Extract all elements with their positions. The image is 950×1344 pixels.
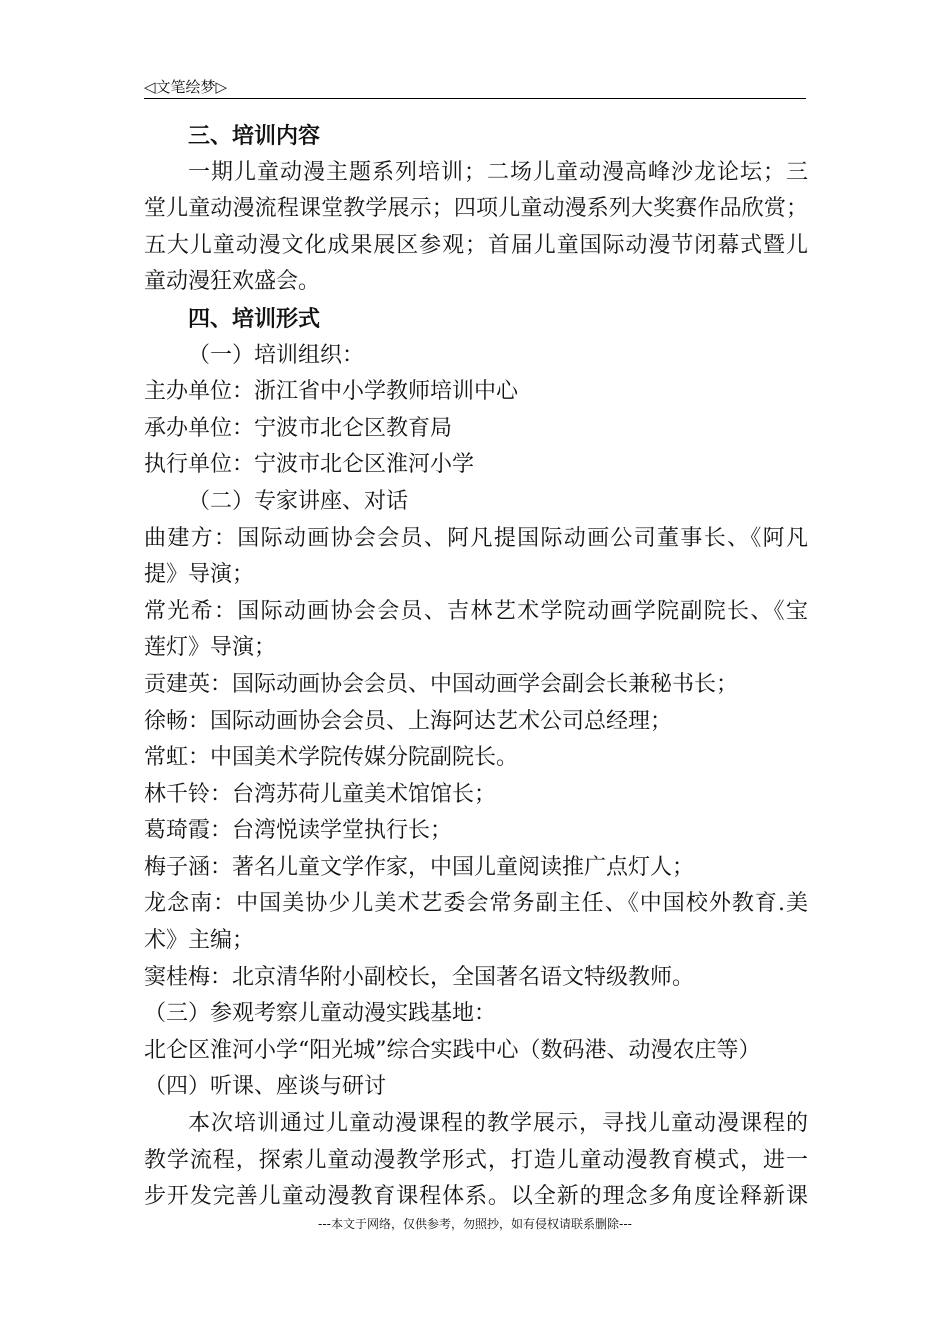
expert-line: 常光希：国际动画协会会员、吉林艺术学院动画学院副院长、《宝 [144,598,808,624]
expert-line: 林千铃：台湾苏荷儿童美术馆馆长； [144,781,497,807]
section-3-heading: 三、培训内容 [188,123,321,149]
document-body [144,118,808,1216]
page-footer: ---本文于网络，仅供参考，勿照抄，如有侵权请联系删除--- [318,1217,632,1231]
expert-line: 术》主编； [144,928,255,954]
paragraph-line: 一期儿童动漫主题系列培训；二场儿童动漫高峰沙龙论坛；三 [188,159,808,185]
expert-line: 龙念南：中国美协少儿美术艺委会常务副主任、《中国校外教育.美 [144,891,808,917]
subheading: （四）听课、座谈与研讨 [144,1074,387,1100]
page-header [144,70,806,99]
base-line: 北仑区淮河小学“阳光城”综合实践中心（数码港、动漫农庄等） [144,1037,761,1063]
subheading: （二）专家讲座、对话 [188,488,409,514]
expert-line: 梅子涵：著名儿童文学作家，中国儿童阅读推广点灯人； [144,854,695,880]
paragraph-line: 五大儿童动漫文化成果展区参观；首届儿童国际动漫节闭幕式暨儿 [144,232,808,258]
paragraph-line: 堂儿童动漫流程课堂教学展示；四项儿童动漫系列大奖赛作品欣赏； [144,196,808,222]
section-4-heading: 四、培训形式 [188,305,321,332]
header-brand: ◁文笔绘梦▷ [144,78,228,96]
expert-line: 徐畅：国际动画协会会员、上海阿达艺术公司总经理； [144,708,673,734]
expert-line: 葛琦霞：台湾悦读学堂执行长； [144,818,453,844]
subheading: （一）培训组织： [188,342,365,368]
expert-line: 曲建方：国际动画协会会员、阿凡提国际动画公司董事长、《阿凡 [144,525,808,551]
paragraph-line: 本次培训通过儿童动漫课程的教学展示，寻找儿童动漫课程的 [188,1111,808,1137]
expert-line: 窦桂梅：北京清华附小副校长，全国著名语文特级教师。 [144,964,695,990]
subheading: （三）参观考察儿童动漫实践基地： [144,1001,497,1027]
org-line: 承办单位：宁波市北仑区教育局 [144,415,453,441]
paragraph-line: 步开发完善儿童动漫教育课程体系。以全新的理念多角度诠释新课 [144,1184,808,1210]
paragraph-line: 童动漫狂欢盛会。 [144,269,321,295]
expert-line: 莲灯》导演； [144,635,277,661]
expert-line: 提》导演； [144,562,255,588]
org-line: 主办单位：浙江省中小学教师培训中心 [144,379,519,405]
org-line: 执行单位：宁波市北仑区淮河小学 [144,452,475,478]
expert-line: 常虹：中国美术学院传媒分院副院长。 [144,745,519,771]
expert-line: 贡建英：国际动画协会会员、中国动画学会副会长兼秘书长； [144,671,739,697]
paragraph-line: 教学流程，探索儿童动漫教学形式，打造儿童动漫教育模式，进一 [144,1147,808,1173]
